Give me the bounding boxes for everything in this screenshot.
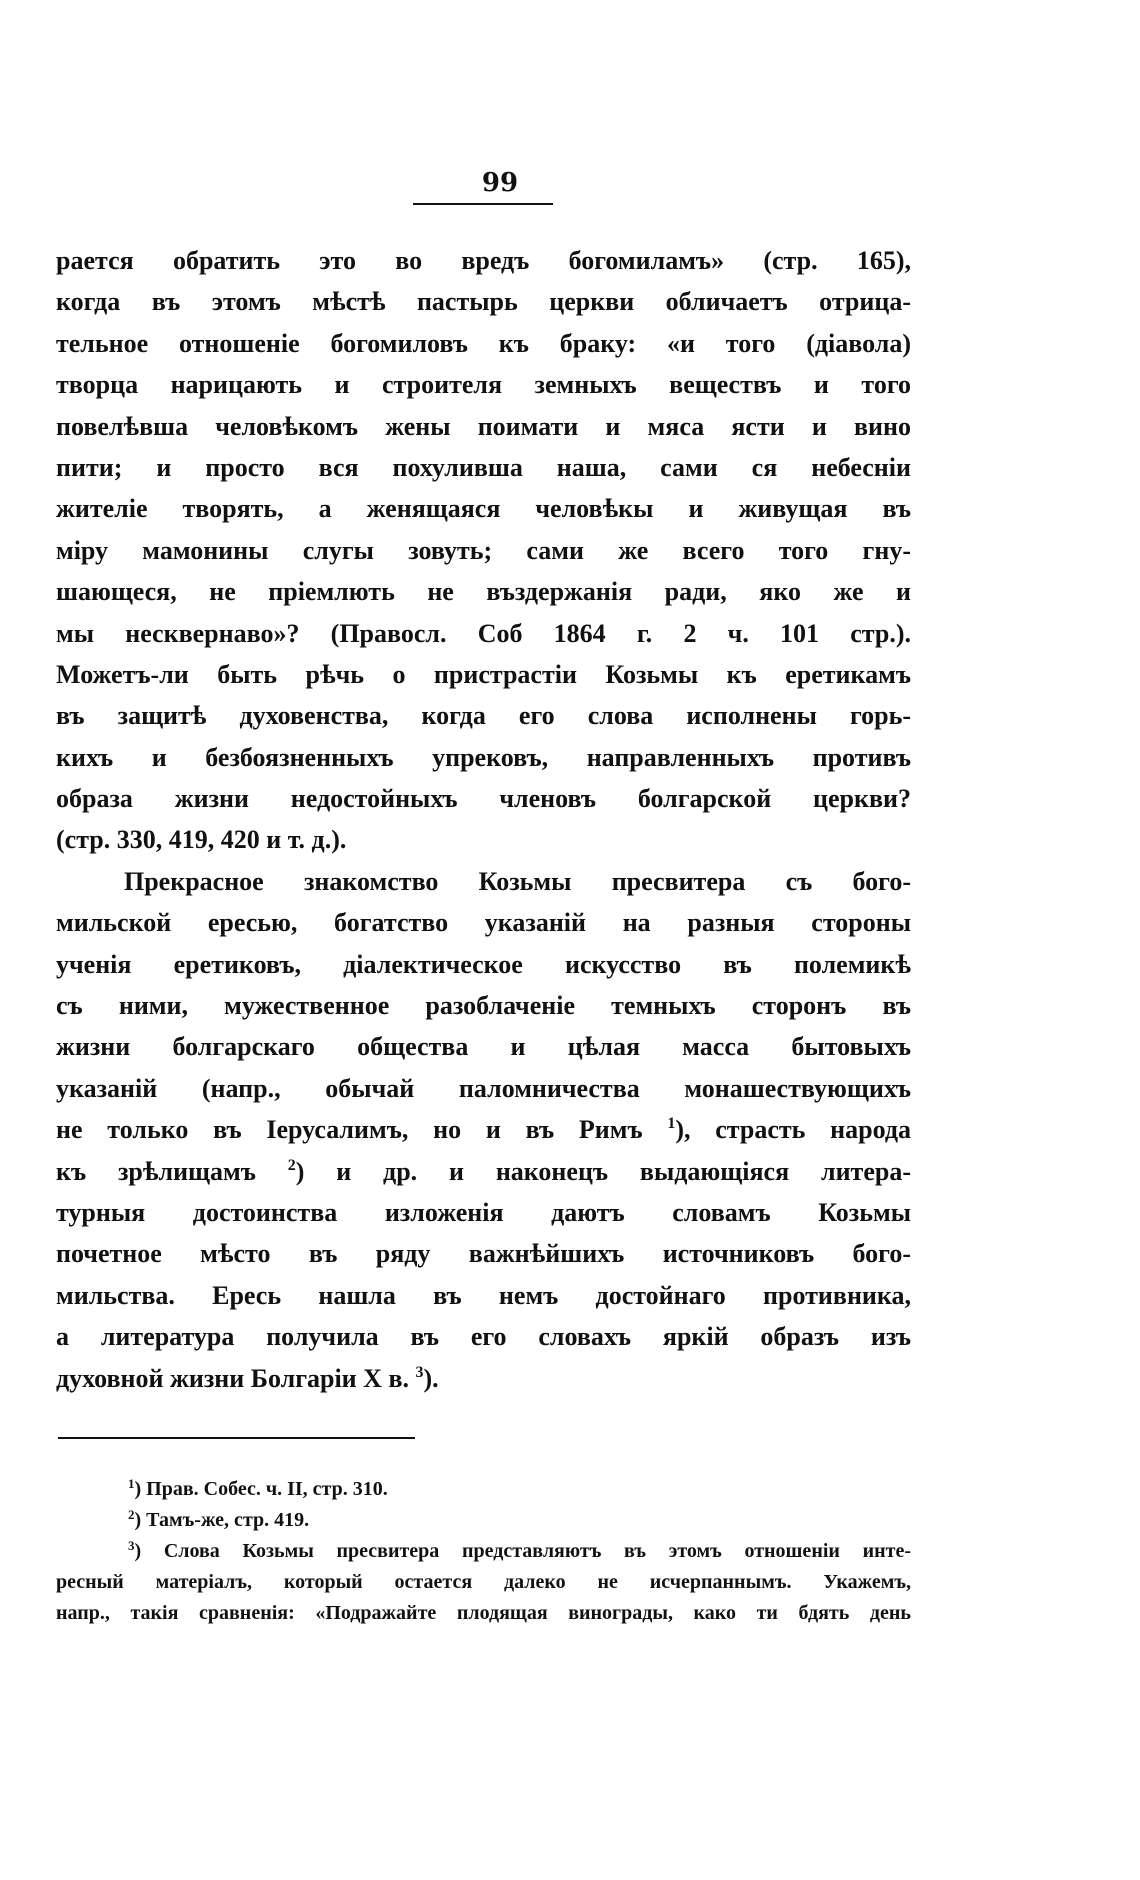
footnote-continuation: ресный матеріалъ, который остается далеко не исчерпаннымъ. Укажемъ,	[56, 1571, 911, 1593]
footnote-3	[56, 1536, 911, 1567]
text-line: турныя достоинства изложенія даютъ словамъ Козьмы	[56, 1197, 911, 1227]
footnote-mark: 1	[128, 1476, 135, 1491]
text-line: Можетъ-ли быть рѣчь о пристрастіи Козьмы къ еретикамъ	[56, 659, 911, 689]
text-line: мы несквернаво»? (Правосл. Соб 1864 г. 2 ч. 101 стр.).	[56, 618, 911, 648]
text-line: мильской ересью, богатство указаній на разныя стороны	[56, 908, 911, 938]
text-line: въ защитѣ духовенства, когда его слова исполнены горь-	[56, 701, 911, 731]
text-line: почетное мѣсто въ ряду важнѣйшихъ источниковъ бого-	[56, 1239, 911, 1269]
text-segment: къ зрѣлищамъ	[56, 1156, 288, 1186]
header-rule	[413, 203, 553, 205]
paragraph-end-line: (стр. 330, 419, 420 и т. д.).	[56, 825, 347, 855]
text-line-with-footnote-ref	[56, 1358, 911, 1399]
footnote-ref-1: 1	[667, 1115, 676, 1133]
footnote-ref-3: 3	[415, 1363, 424, 1381]
text-line: когда въ этомъ мѣстѣ пастырь церкви обличаетъ отрица-	[56, 287, 911, 317]
text-line: мильства. Ересь нашла въ немъ достойнаго противника,	[56, 1280, 911, 1310]
footnote-text: ) Тамъ-же, стр. 419.	[134, 1509, 310, 1531]
footnote-1	[56, 1474, 911, 1505]
text-line: съ ними, мужественное разоблаченіе темныхъ сторонъ въ	[56, 991, 911, 1021]
text-line-with-footnote-ref	[56, 1151, 911, 1192]
text-line: жителіе творять, а женящаяся человѣкы и живущая въ	[56, 494, 911, 524]
text-line: творца нарицають и строителя земныхъ веществъ и того	[56, 370, 911, 400]
text-segment: ) и др. и наконецъ выдающіяся литера-	[295, 1156, 911, 1186]
text-segment: духовной жизни Болгаріи X в.	[56, 1363, 416, 1393]
footnote-text: ) Слова Козьмы пресвитера представляютъ въ этомъ отношеніи инте-	[134, 1540, 911, 1562]
footnote-mark: 3	[128, 1538, 135, 1553]
footnote-ref-2: 2	[287, 1156, 296, 1174]
text-line-with-footnote-ref	[56, 1109, 911, 1150]
text-segment: ).	[423, 1363, 439, 1393]
text-segment: не только въ Іерусалимъ, но и въ Римъ	[56, 1115, 668, 1145]
text-line: а литература получила въ его словахъ яркій образъ изъ	[56, 1322, 911, 1352]
footnote-mark: 2	[128, 1507, 135, 1522]
footnote-text: ) Прав. Собес. ч. II, стр. 310.	[134, 1478, 388, 1500]
text-segment: ), страсть народа	[675, 1115, 912, 1145]
text-line: указаній (напр., обычай паломничества монашествующихъ	[56, 1073, 911, 1103]
text-line: шающеся, не пріемлють не въздержанія ради, яко же и	[56, 577, 911, 607]
footnote-continuation: напр., такія сравненія: «Подражайте плодящая винограды, како ти бдять день	[56, 1602, 911, 1624]
text-line: образа жизни недостойныхъ членовъ болгарской церкви?	[56, 784, 911, 814]
body-text	[56, 240, 911, 1399]
text-line: ученія еретиковъ, діалектическое искусство въ полемикѣ	[56, 949, 911, 979]
footnote-2	[56, 1505, 911, 1536]
text-line: повелѣвша человѣкомъ жены поимати и мяса ясти и вино	[56, 411, 911, 441]
text-line: міру мамонины слугы зовуть; сами же всего того гну-	[56, 535, 911, 565]
text-line: пити; и просто вся похуливша наша, сами ся небесніи	[56, 452, 911, 482]
page-number: 99	[481, 168, 519, 198]
footnotes	[56, 1474, 911, 1629]
text-line: кихъ и безбоязненныхъ упрековъ, направленныхъ противъ	[56, 742, 911, 772]
text-line: жизни болгарскаго общества и цѣлая масса бытовыхъ	[56, 1032, 911, 1062]
text-line: рается обратить это во вредъ богомиламъ» (стр. 165),	[56, 246, 911, 275]
paragraph-start-line: Прекрасное знакомство Козьмы пресвитера съ бого-	[124, 866, 911, 896]
footnote-rule	[58, 1437, 415, 1439]
text-line: тельное отношеніе богомиловъ къ браку: «и того (діавола)	[56, 328, 911, 358]
